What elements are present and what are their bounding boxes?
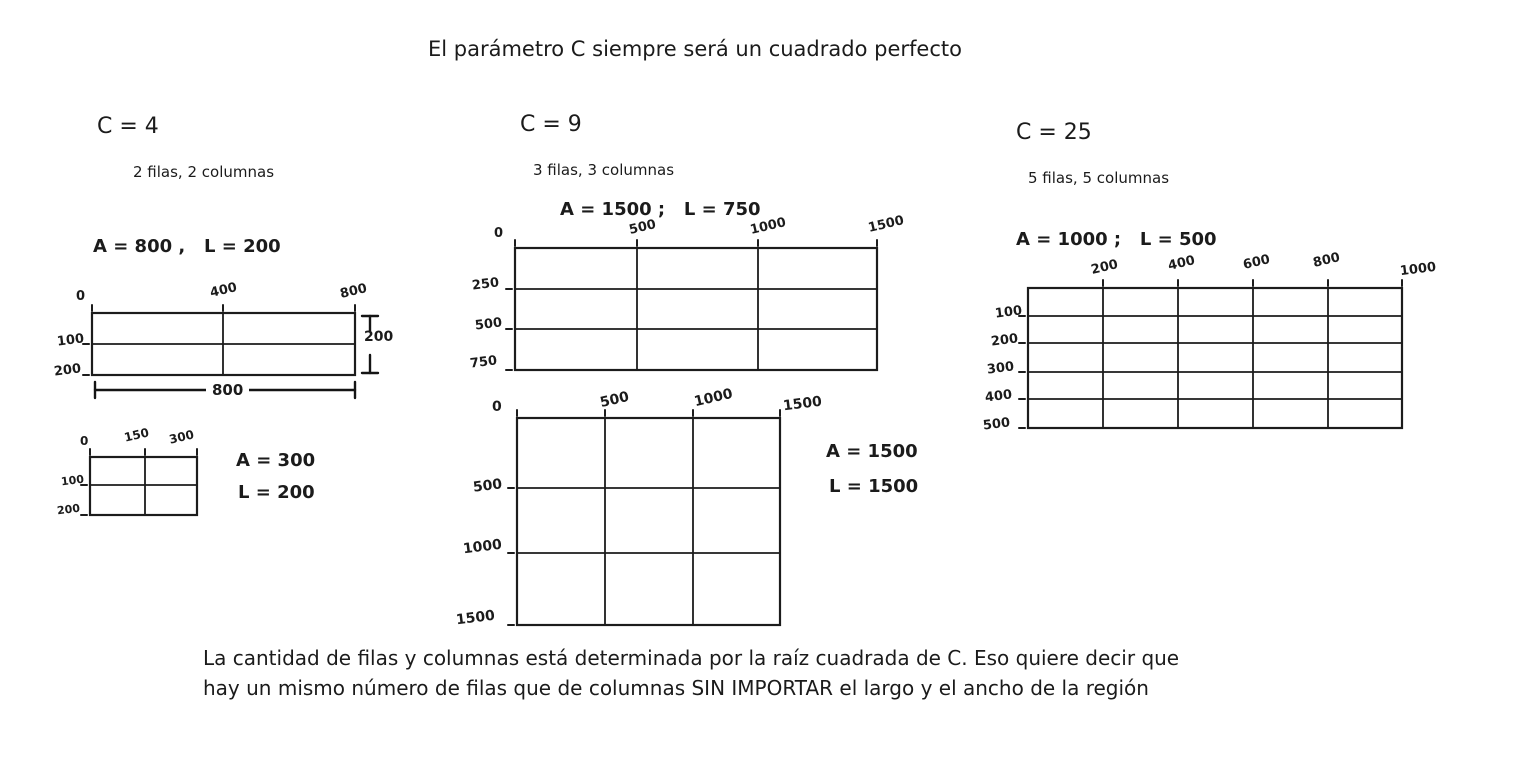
c4-grid2-left-label-0: 100 bbox=[60, 472, 85, 489]
section-c25-params: A = 1000 ; L = 500 bbox=[1016, 229, 1217, 250]
c9-grid1-top-label-3: 1500 bbox=[866, 213, 906, 236]
c9-grid1-left-label-0: 250 bbox=[471, 275, 500, 294]
c4-grid2-top-label-0: 0 bbox=[80, 434, 89, 448]
c4-grid2-top-label-1: 150 bbox=[122, 425, 151, 445]
c9-grid2-left-label-1: 1000 bbox=[462, 536, 503, 558]
c4-grid1-top-label-2: 800 bbox=[338, 281, 369, 302]
c4-grid1-figure bbox=[92, 313, 355, 375]
c4-grid1-top-label-0: 0 bbox=[76, 289, 86, 304]
c25-grid-left-label-3: 400 bbox=[984, 387, 1013, 406]
c9-grid1-top-label-1: 500 bbox=[627, 217, 658, 238]
c25-grid-top-label-3: 800 bbox=[1311, 250, 1342, 271]
c9-grid2-area-label: A = 1500 bbox=[826, 441, 918, 462]
c9-grid2-length-label: L = 1500 bbox=[829, 476, 919, 497]
c9-grid1-left-label-2: 750 bbox=[469, 353, 498, 372]
c9-grid2-top-label-2: 1000 bbox=[692, 385, 735, 411]
c4-grid2-left-label-1: 200 bbox=[56, 501, 81, 518]
c25-grid-left-label-1: 200 bbox=[990, 331, 1019, 350]
c9-grid1-top-label-2: 1000 bbox=[748, 215, 788, 238]
c9-grid1-left-label-1: 500 bbox=[474, 315, 503, 334]
c25-grid-left-label-2: 300 bbox=[986, 359, 1015, 378]
c25-grid-top-label-0: 200 bbox=[1089, 257, 1120, 278]
c9-grid2-top-label-1: 500 bbox=[598, 388, 631, 412]
section-c4-subheading: 2 filas, 2 columnas bbox=[133, 163, 275, 181]
c4-grid1-height-bracket bbox=[358, 314, 384, 376]
c4-grid2-figure bbox=[90, 457, 197, 515]
c9-grid2-top-label-3: 1500 bbox=[782, 393, 823, 415]
c9-grid2-left-label-0: 500 bbox=[472, 476, 504, 496]
c9-grid2-left-label-2: 1500 bbox=[455, 607, 496, 629]
c25-grid-left-label-4: 500 bbox=[982, 415, 1011, 434]
c4-grid2-top-label-2: 300 bbox=[167, 427, 196, 447]
c4-grid1-height-dim-label: 200 bbox=[364, 329, 394, 345]
section-c9-subheading: 3 filas, 3 columnas bbox=[533, 161, 675, 179]
c9-grid1-top-label-0: 0 bbox=[494, 226, 504, 241]
c25-grid-top-label-1: 400 bbox=[1166, 253, 1197, 274]
c25-grid-figure bbox=[1028, 288, 1402, 428]
c4-grid1-left-label-1: 200 bbox=[53, 361, 82, 380]
c9-grid2-figure bbox=[517, 418, 780, 625]
c4-grid2-area-label: A = 300 bbox=[236, 450, 316, 471]
c4-grid1-width-dim-label: 800 bbox=[206, 381, 249, 399]
section-c25-heading: C = 25 bbox=[1016, 120, 1092, 145]
footer-note-line-1: La cantidad de filas y columnas está determinada por la raíz cuadrada de C. Eso quiere decir que bbox=[203, 646, 1180, 670]
section-c4-params: A = 800 , L = 200 bbox=[93, 236, 281, 257]
page-title: El parámetro C siempre será un cuadrado perfecto bbox=[428, 37, 962, 61]
section-c4-heading: C = 4 bbox=[97, 114, 159, 139]
section-c25-subheading: 5 filas, 5 columnas bbox=[1028, 169, 1170, 187]
section-c9-heading: C = 9 bbox=[520, 112, 582, 137]
c9-grid1-figure bbox=[515, 248, 877, 370]
c4-grid1-left-label-0: 100 bbox=[56, 331, 85, 350]
c4-grid1-top-label-1: 400 bbox=[208, 280, 239, 301]
c9-grid2-top-label-0: 0 bbox=[492, 399, 502, 415]
c25-grid-top-label-2: 600 bbox=[1241, 252, 1272, 273]
c25-grid-top-label-4: 1000 bbox=[1399, 259, 1437, 280]
footer-note-line-2: hay un mismo número de filas que de columnas SIN IMPORTAR el largo y el ancho de la región bbox=[203, 676, 1149, 700]
c25-grid-left-label-0: 100 bbox=[994, 303, 1023, 322]
section-c9-params: A = 1500 ; L = 750 bbox=[560, 199, 761, 220]
c4-grid2-length-label: L = 200 bbox=[238, 482, 315, 503]
